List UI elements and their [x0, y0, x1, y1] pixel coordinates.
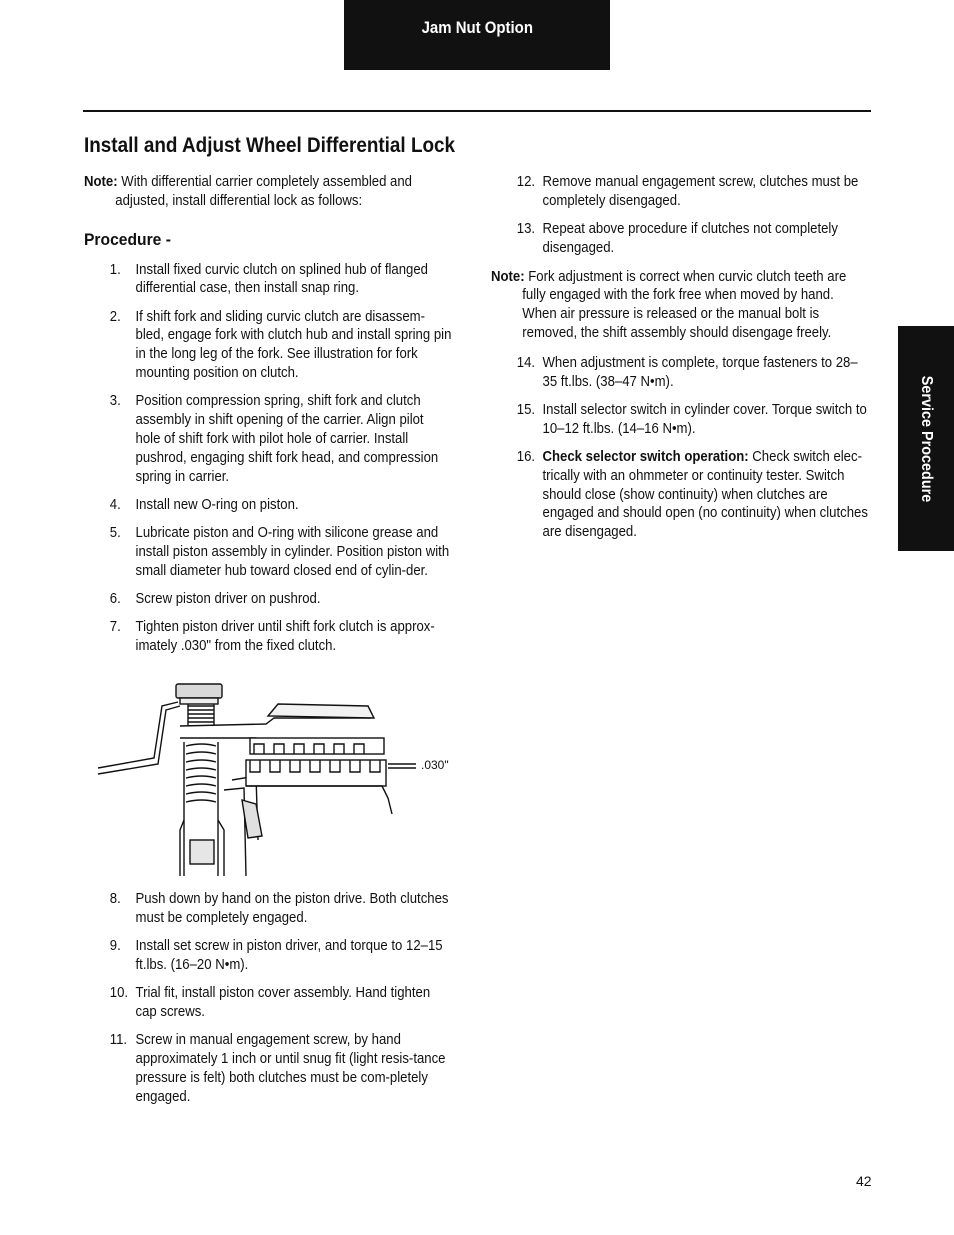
step-number: 8.	[109, 891, 121, 907]
step-number: 11.	[109, 1032, 128, 1049]
step-text: Repeat above procedure if clutches not completely disengaged.	[542, 221, 838, 256]
piston-driver-head	[176, 684, 222, 698]
left-column-continued	[84, 890, 484, 1116]
list-item	[84, 590, 452, 609]
step-text: Screw in manual engagement screw, by hand approximately 1 inch or until snug fit (light resis-tance pressure is felt) both clutches must be com-pletely engaged.	[135, 1032, 446, 1105]
top-plate	[268, 704, 374, 718]
step-text: Tighten piston driver until shift fork clutch is approx-imately .030" from the fixed clutch.	[135, 619, 435, 655]
side-tab	[898, 326, 954, 551]
step-number: 16.	[516, 449, 536, 466]
list-item	[84, 937, 452, 975]
intro-note-label: Note:	[84, 174, 118, 190]
fork-note-label: Note:	[491, 268, 525, 285]
list-item	[84, 524, 452, 580]
step-text: When adjustment is complete, torque fasteners to 28–35 ft.lbs. (38–47 N•m).	[542, 354, 858, 390]
list-item	[84, 1031, 452, 1106]
procedure-heading: Procedure -	[84, 229, 171, 249]
step-text: Remove manual engagement screw, clutches must be completely disengaged.	[542, 174, 859, 209]
step-number: 12.	[516, 174, 536, 190]
gap-label: .030"	[421, 758, 449, 772]
header-tab	[344, 0, 610, 70]
step-text: Trial fit, install piston cover assembly. Hand tighten cap screws.	[135, 985, 431, 1020]
list-item	[84, 261, 452, 299]
step-text: Install selector switch in cylinder cover. Torque switch to 10–12 ft.lbs. (14–16 N•m).	[542, 401, 867, 437]
step-number: 10.	[109, 985, 129, 1002]
list-item	[84, 984, 452, 1022]
step-number: 6.	[109, 591, 121, 608]
step-number: 9.	[109, 938, 121, 955]
steps-list-left	[84, 261, 452, 656]
step16-text: Check switch elec-trically with an ohmmeter or continuity tester. Switch should close (show continuity) when clutches are engaged and should open (no continuity) when clutches are disengaged.	[542, 449, 868, 541]
step-number: 4.	[109, 496, 121, 513]
step16-bold: Check selector switch operation:	[542, 449, 749, 466]
list-item	[491, 220, 868, 258]
fixed-clutch	[246, 760, 386, 786]
steps-list-right-after	[491, 354, 868, 542]
step-text: Push down by hand on the piston drive. Both clutches must be completely engaged.	[135, 891, 449, 926]
step-text: Install set screw in piston driver, and torque to 12–15 ft.lbs. (16–20 N•m).	[135, 938, 443, 973]
list-item	[491, 354, 868, 392]
step-number: 5.	[109, 525, 121, 542]
step-number: 2.	[109, 308, 121, 325]
page-title: Install and Adjust Wheel Differential Lock	[84, 134, 456, 157]
list-item	[491, 401, 868, 439]
fork-note	[491, 268, 868, 343]
list-item	[84, 496, 452, 515]
step-number: 3.	[109, 393, 121, 410]
list-item	[84, 618, 452, 656]
clutch-diagram	[96, 680, 456, 876]
step-number: 7.	[109, 619, 121, 636]
step-text: Lubricate piston and O-ring with silicone grease and install piston assembly in cylinder. Position piston with small diameter hub toward closed end of cylin-der.	[135, 525, 450, 579]
step-number: 1.	[109, 261, 121, 278]
list-item	[84, 890, 452, 928]
step-text: Position compression spring, shift fork and clutch assembly in shift opening of the carrier. Align pilot hole of shift fork with pilot hole of carrier. Install pushrod, engaging shift fork head, and compression spring in carrier.	[135, 393, 439, 485]
step-number: 15.	[516, 401, 536, 418]
intro-note-text: With differential carrier completely assembled and adjusted, install differential lock as follows:	[115, 174, 412, 209]
step-number: 14.	[516, 354, 536, 371]
step-text: If shift fork and sliding curvic clutch are disassem-bled, engage fork with clutch hub and install spring pin in the long leg of the fork. See illustration for fork mounting position on clutch.	[135, 308, 452, 382]
list-item	[84, 308, 452, 383]
left-column	[84, 173, 484, 665]
step-text: Screw piston driver on pushrod.	[135, 591, 321, 608]
steps-list-left-after	[84, 890, 452, 1106]
side-tab-label: Service Procedure	[918, 375, 935, 502]
page-number: 42	[856, 1173, 872, 1189]
step-number: 13.	[516, 221, 536, 238]
step-text: Install new O-ring on piston.	[135, 496, 299, 513]
step-text: Install fixed curvic clutch on splined hub of flanged differential case, then install snap ring.	[135, 261, 428, 297]
header-rule	[83, 110, 871, 112]
list-item	[491, 448, 868, 542]
right-column	[491, 173, 901, 552]
list-item	[491, 173, 868, 211]
fork-note-text: Fork adjustment is correct when curvic clutch teeth are fully engaged with the fork free when moved by hand. When air pressure is released or the manual bolt is removed, the shift assembly should disengage freely.	[522, 268, 847, 342]
clutch-gap-illustration	[96, 680, 456, 876]
steps-list-right	[491, 173, 868, 258]
list-item	[84, 392, 452, 486]
compression-spring	[186, 744, 216, 802]
header-tab-title: Jam Nut Option	[421, 18, 533, 37]
intro-note	[84, 173, 452, 211]
